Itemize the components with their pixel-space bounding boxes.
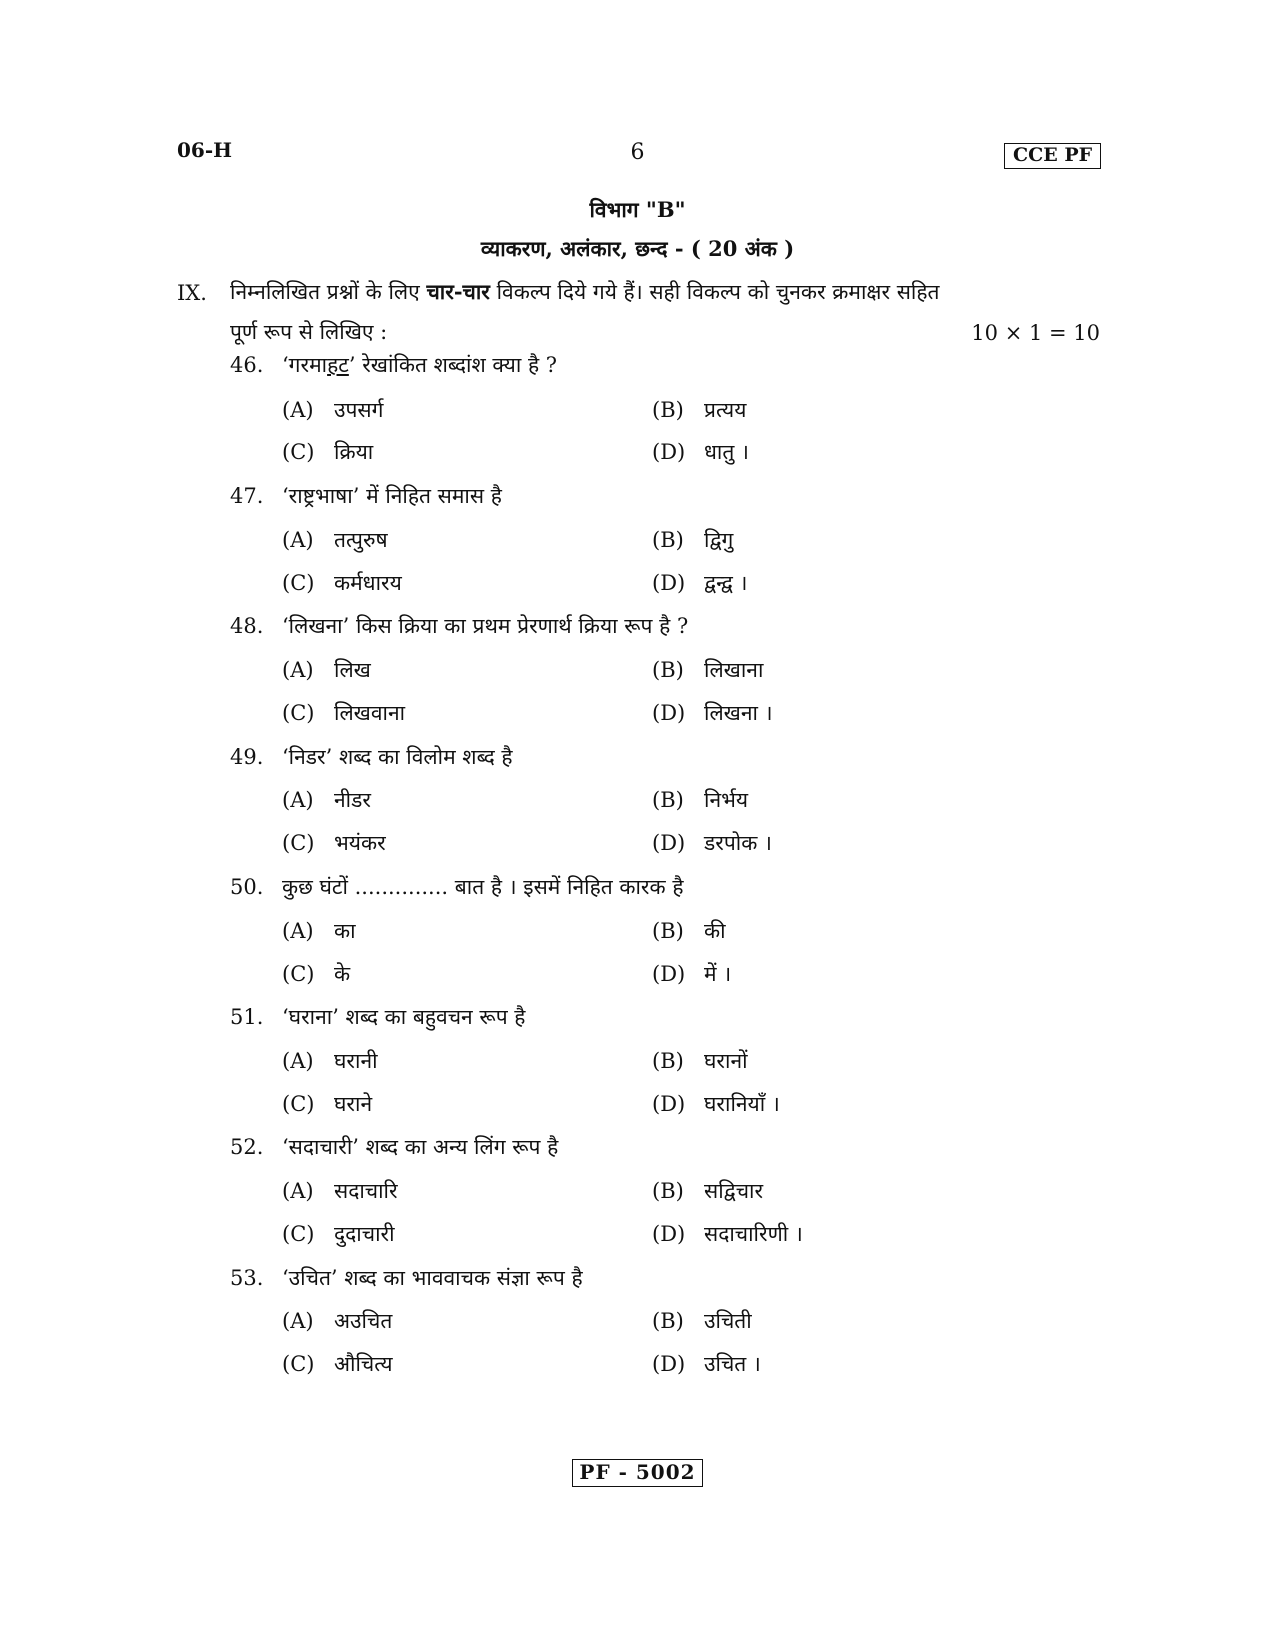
option-48-d: (D) लिखना । (652, 701, 773, 725)
instruction-text: निम्नलिखित प्रश्नों के लिए चार-चार विकल्प दिये गये हैं। सही विकल्प को चुनकर क्रमाक्षर सहित (230, 279, 940, 304)
option-47-a: (A) तत्पुरुष (282, 528, 388, 552)
page-number: 6 (630, 140, 645, 165)
option-46-c: (C) क्रिया (282, 440, 374, 464)
option-51-c: (C) घराने (282, 1092, 373, 1116)
option-52-c: (C) दुदाचारी (282, 1222, 395, 1246)
option-49-d: (D) डरपोक । (652, 831, 772, 855)
section-subtitle: व्याकरण, अलंकार, छन्द - ( 20 अंक ) (480, 236, 795, 261)
option-50-b: (B) की (652, 919, 726, 943)
footer-code: PF - 5002 (572, 1459, 702, 1487)
option-49-c: (C) भयंकर (282, 831, 386, 855)
option-48-c: (C) लिखवाना (282, 701, 406, 725)
option-51-d: (D) घरानियाँ । (652, 1092, 780, 1116)
option-46-b: (B) प्रत्यय (652, 398, 747, 422)
question-48: 48. ‘लिखना’ किस क्रिया का प्रथम प्रेरणार्थ क्रिया रूप है ? (230, 614, 689, 638)
option-53-c: (C) औचित्य (282, 1352, 393, 1376)
option-53-b: (B) उचिती (652, 1309, 752, 1333)
paper-code: 06-H (177, 138, 233, 162)
question-51: 51. ‘घराना’ शब्द का बहुवचन रूप है (230, 1005, 526, 1029)
option-52-d: (D) सदाचारिणी । (652, 1222, 803, 1246)
option-46-a: (A) उपसर्ग (282, 398, 384, 422)
option-50-a: (A) का (282, 919, 356, 943)
option-50-d: (D) में । (652, 962, 732, 986)
underlined-fragment: हट (327, 353, 349, 377)
question-49: 49. ‘निडर’ शब्द का विलोम शब्द है (230, 745, 513, 769)
question-52: 52. ‘सदाचारी’ शब्द का अन्य लिंग रूप है (230, 1135, 559, 1159)
option-53-d: (D) उचित । (652, 1352, 761, 1376)
footer-code-box (0, 1460, 1275, 1484)
option-46-d: (D) धातु । (652, 440, 749, 464)
question-53: 53. ‘उचित’ शब्द का भाववाचक संज्ञा रूप है (230, 1266, 583, 1290)
question-47: 47. ‘राष्ट्रभाषा’ में निहित समास है (230, 484, 502, 508)
option-47-c: (C) कर्मधारय (282, 571, 402, 595)
option-52-b: (B) सद्विचार (652, 1179, 764, 1203)
option-51-b: (B) घरानों (652, 1049, 748, 1073)
instruction-text-line2: पूर्ण रूप से लिखिए : (230, 320, 388, 344)
option-49-a: (A) नीडर (282, 788, 371, 812)
option-49-b: (B) निर्भय (652, 788, 749, 812)
question-46: 46. ‘गरमाहट’ रेखांकित शब्दांश क्या है ? (230, 353, 558, 377)
option-48-b: (B) लिखाना (652, 658, 764, 682)
section-title: विभाग "B" (589, 197, 686, 222)
instruction-number: IX. (177, 281, 207, 305)
option-52-a: (A) सदाचारि (282, 1179, 398, 1203)
option-50-c: (C) के (282, 962, 351, 986)
marks-scheme: 10 × 1 = 10 (971, 321, 1100, 345)
question-50: 50. कुछ घंटों .............. बात है । इसमें निहित कारक है (230, 875, 684, 899)
option-47-d: (D) द्वन्द्व । (652, 571, 748, 595)
option-48-a: (A) लिख (282, 658, 371, 682)
paper-badge: CCE PF (1004, 143, 1101, 169)
option-51-a: (A) घरानी (282, 1049, 378, 1073)
option-53-a: (A) अउचित (282, 1309, 393, 1333)
option-47-b: (B) द्विगु (652, 528, 734, 552)
